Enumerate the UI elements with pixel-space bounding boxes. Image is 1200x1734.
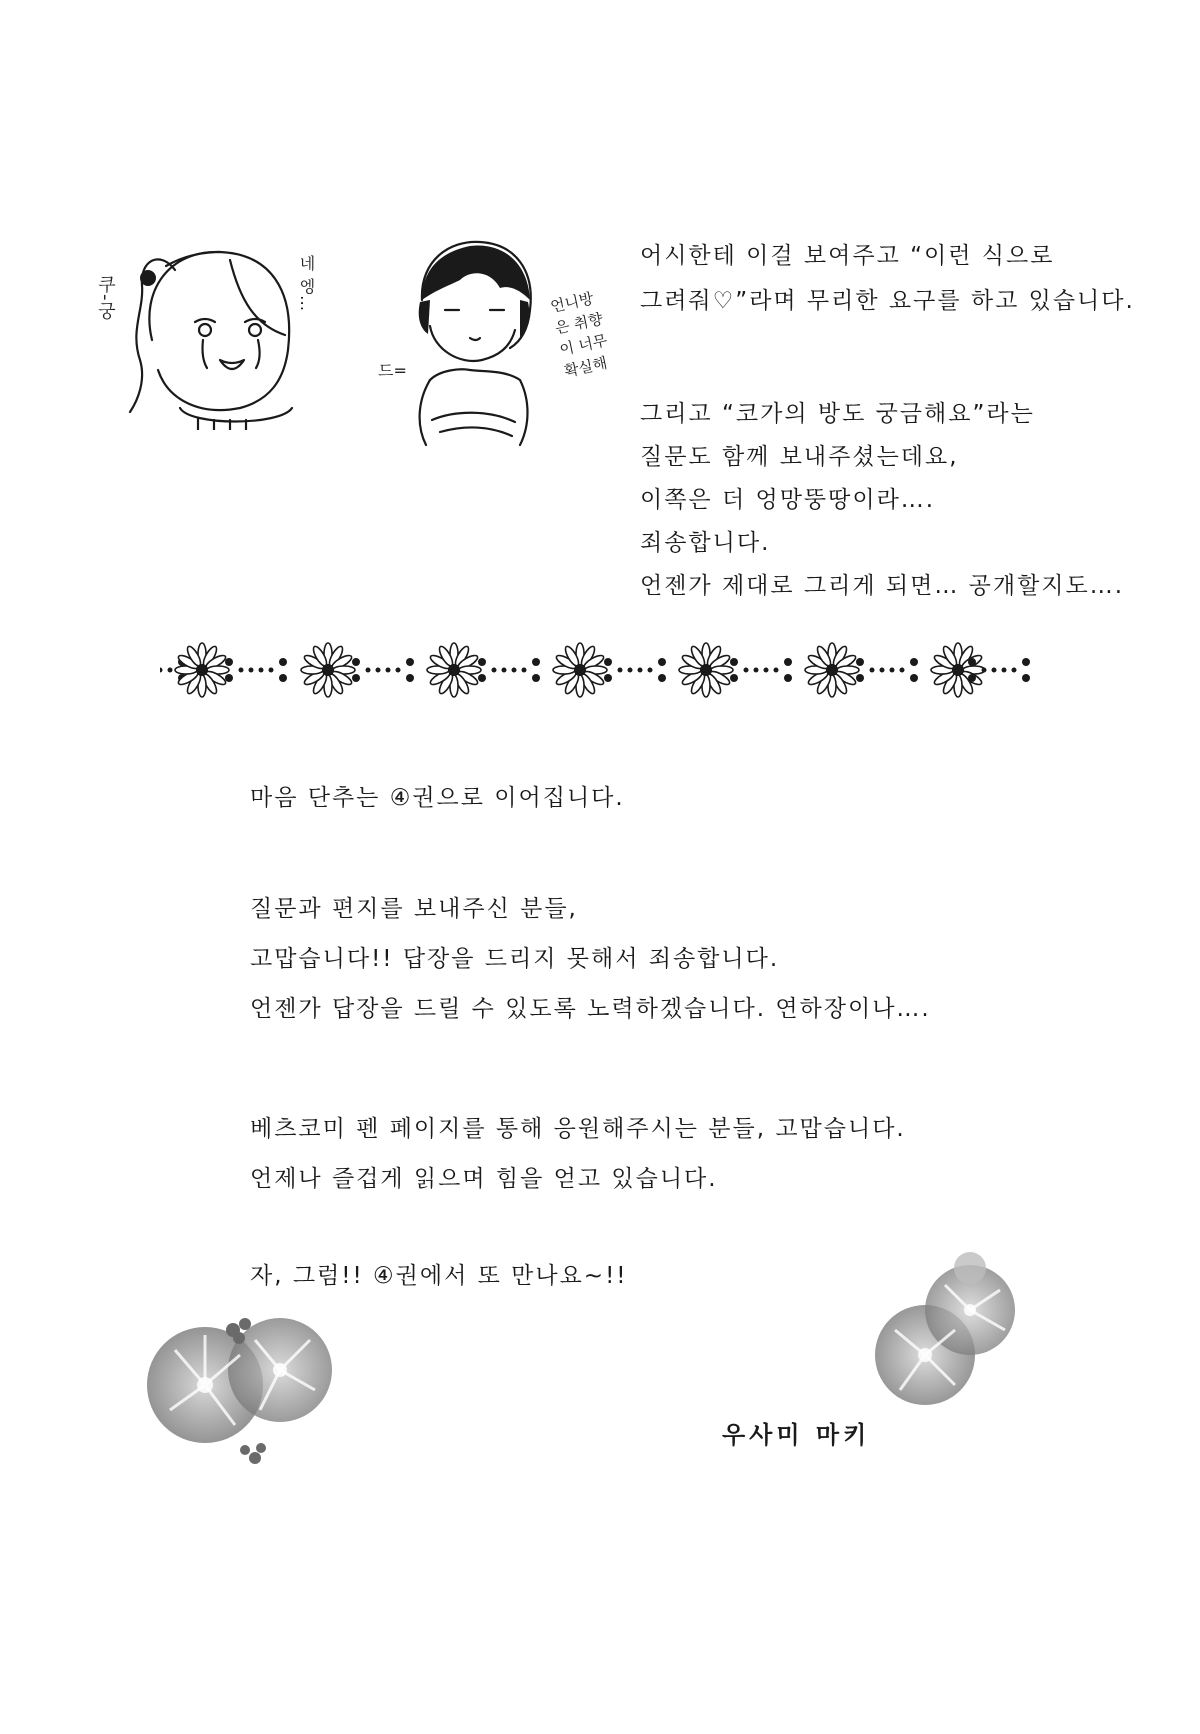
bottom-text-line-2: 질문과 편지를 보내주신 분들, [250, 896, 578, 922]
dotted-flower-cluster-left [145, 1310, 345, 1470]
sketch-mouth-text: 드= [378, 361, 407, 380]
bottom-text-line-6: 언제나 즐겁게 읽으며 힘을 얻고 있습니다. [250, 1166, 718, 1192]
bottom-text-line-3: 고맙습니다!! 답장을 드리지 못해서 죄송합니다. [250, 946, 780, 972]
top-text-line-6: 죄송합니다. [640, 530, 771, 556]
sketch-side-text: 쿠-궁 [95, 275, 116, 321]
girl-sketch-right [370, 230, 570, 450]
bottom-text-line-5: 베츠코미 펜 페이지를 통해 응원해주시는 분들, 고맙습니다. [250, 1116, 906, 1142]
bottom-text-line-4: 언젠가 답장을 드릴 수 있도록 노력하겠습니다. 연하장이나…. [250, 996, 931, 1022]
top-text-line-2: 그려줘♡”라며 무리한 요구를 하고 있습니다. [640, 288, 1135, 314]
top-text-line-3: 그리고 “코가의 방도 궁금해요”라는 [640, 401, 1035, 427]
sketch-bubble-text: 언니방은 취향이 너무 확실해 [548, 289, 609, 381]
flower-border [160, 640, 1030, 700]
bottom-text-line-7: 자, 그럼!! ④권에서 또 만나요~!! [250, 1263, 628, 1289]
top-text-line-1: 어시한테 이걸 보여주고 “이런 식으로 [640, 243, 1055, 269]
top-text-line-7: 언젠가 제대로 그리게 되면… 공개할지도…. [640, 573, 1125, 599]
dotted-flower-cluster-right [855, 1250, 1035, 1410]
bottom-text-line-1: 마음 단추는 ④권으로 이어집니다. [250, 785, 625, 811]
top-text-line-5: 이쪽은 더 엉망뚱땅이라…. [640, 487, 936, 513]
author-signature: 우사미 마키 [722, 1421, 871, 1449]
top-text-line-4: 질문도 함께 보내주셨는데요, [640, 444, 959, 470]
sketch-right-text: 네 엥… [297, 255, 316, 313]
